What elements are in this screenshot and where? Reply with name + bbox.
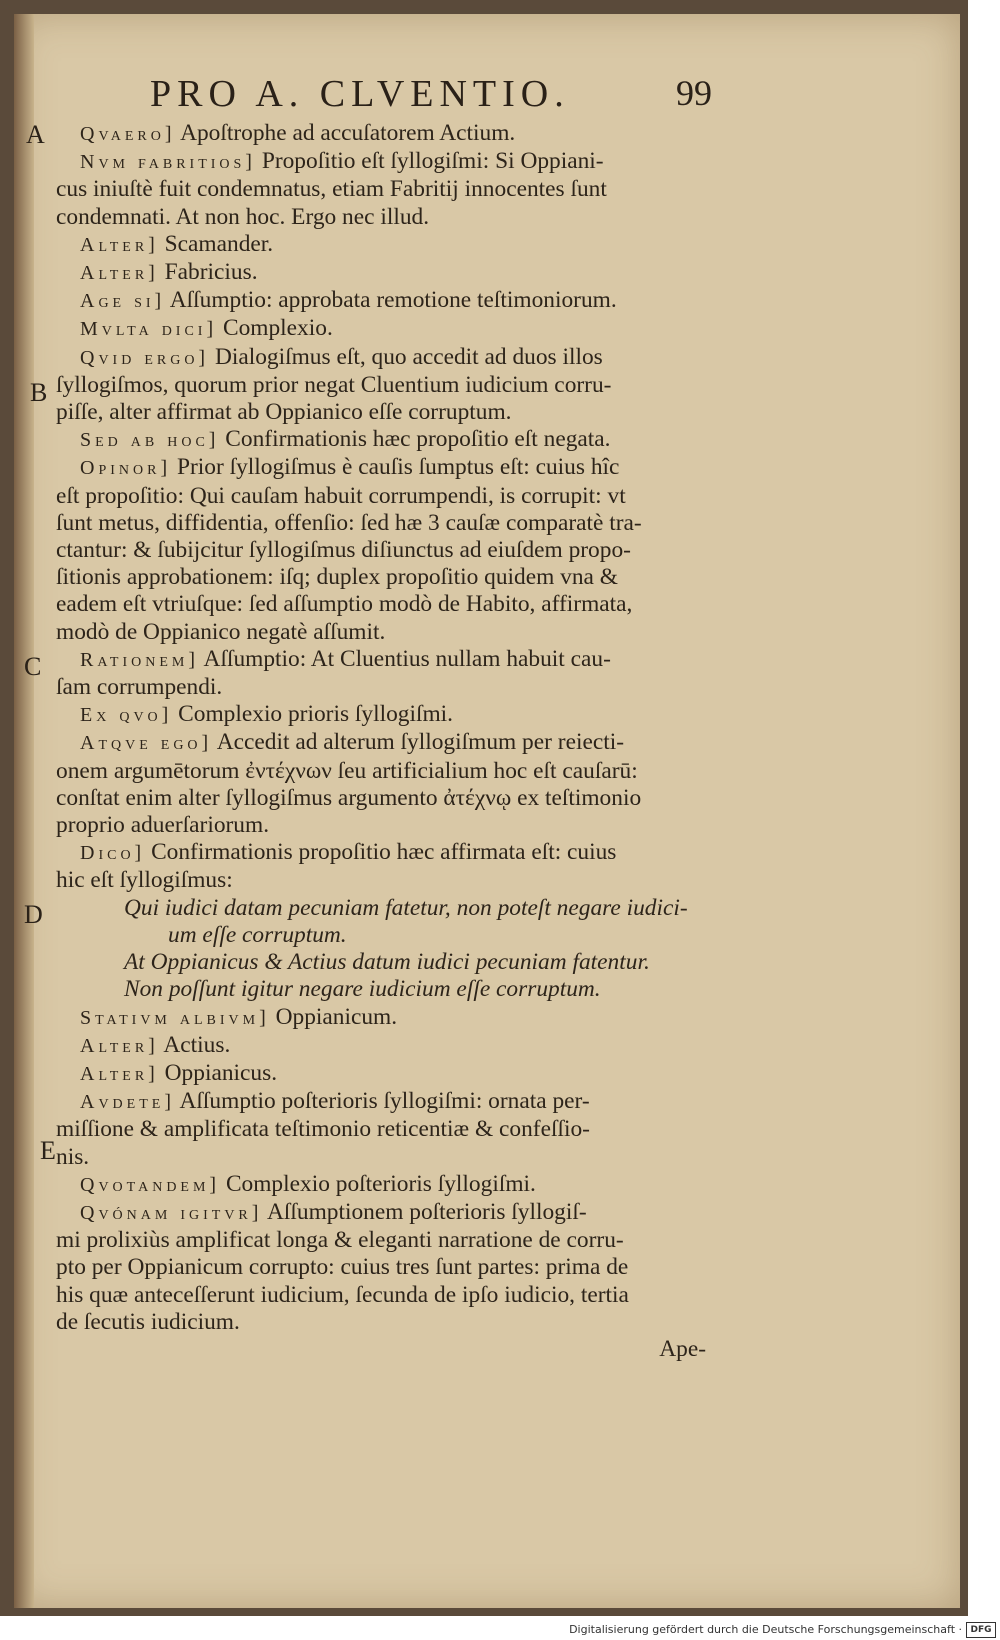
lemma: Atqve ego] — [80, 732, 213, 755]
text-line: eadem eſt vtriuſque: ſed aſſumptio modò de Habito, affirmata, — [56, 591, 633, 618]
margin-letter-a: A — [26, 120, 45, 149]
text-line: hic eſt ſyllogiſmus: — [56, 867, 233, 894]
text-line: cus iniuſtè fuit condemnatus, etiam Fabritij innocentes ſunt — [56, 176, 607, 203]
commentary-text — [56, 120, 716, 1363]
catchword: Ape- — [659, 1335, 706, 1362]
lemma: Alter] — [80, 1062, 159, 1085]
text-line: piſſe, alter affirmat ab Oppianico eſſe corruptum. — [56, 399, 512, 426]
text-line: Qvotandem] Complexio poſterioris ſyllogiſmi. — [80, 1170, 536, 1197]
text-line: condemnati. At non hoc. Ergo nec illud. — [56, 203, 430, 230]
text-line: miſſione & amplificata teſtimonio reticentiæ & confeſſio- — [56, 1116, 590, 1143]
digitization-footer — [0, 1620, 1000, 1640]
lemma: Stativm albivm] — [80, 1006, 270, 1029]
text-line: Qvaero] Apoſtrophe ad accuſatorem Actium. — [80, 120, 516, 146]
dfg-logo: DFG — [966, 1622, 996, 1638]
text-line: his quæ anteceſſerunt iudicium, ſecunda de ipſo iudicio, tertia — [56, 1281, 629, 1308]
lemma: Dico] — [80, 842, 146, 865]
text-line: modò de Oppianico negatè aſſumit. — [56, 618, 386, 645]
text-line: ctantur: & ſubijcitur ſyllogiſmus diſiunctus ad eiuſdem propo- — [56, 537, 631, 564]
text-line: pto per Oppianicum corrupto: cuius tres ſunt partes: prima de — [56, 1254, 629, 1281]
lemma: Alter] — [80, 1034, 159, 1057]
text-line: Alter] Scamander. — [80, 230, 274, 257]
lemma: Nvm fabritios] — [80, 151, 256, 174]
text-line: onem argumētorum ἐντέχνων ſeu artificialium hoc eſt cauſarū: — [56, 757, 638, 784]
text-line: Mvlta dici] Complexio. — [80, 315, 333, 342]
text-line: Qvid ergo] Dialogiſmus eſt, quo accedit ad duos illos — [80, 343, 603, 370]
text-line: Alter] Actius. — [80, 1031, 231, 1058]
lemma: Avdete] — [80, 1091, 175, 1114]
lemma: Qvid ergo] — [80, 346, 210, 369]
lemma: Qvaero] — [80, 123, 176, 145]
lemma: Qvónam igitvr] — [80, 1201, 263, 1224]
margin-letter-b: B — [30, 378, 48, 407]
margin-letter-d: D — [24, 900, 43, 929]
syllogism-line: um eſſe corruptum. — [168, 921, 347, 948]
text-line: Opinor] Prior ſyllogiſmus è cauſis ſumptus eſt: cuius hîc — [80, 454, 620, 481]
lemma: Opinor] — [80, 457, 172, 480]
text-line: mi prolixiùs amplificat longa & eleganti narratione de corru- — [56, 1227, 624, 1254]
text-line: Stativm albivm] Oppianicum. — [80, 1003, 398, 1030]
text-line: Qvónam igitvr] Aſſumptionem poſterioris ſyllogiſ- — [80, 1198, 587, 1225]
text-line: Ex qvo] Complexio prioris ſyllogiſmi. — [80, 701, 454, 728]
text-line: ſyllogiſmos, quorum prior negat Cluentium iudicium corru- — [56, 371, 612, 398]
page-number: 99 — [676, 73, 712, 113]
margin-letter-c: C — [24, 652, 42, 681]
text-line: Nvm fabritios] Propoſitio eſt ſyllogiſmi: Si Oppiani- — [80, 148, 604, 175]
text-line: Age si] Aſſumptio: approbata remotione teſtimoniorum. — [80, 287, 617, 314]
running-title: PRO A. CLVENTIO. — [150, 73, 570, 115]
text-line: ſunt metus, diffidentia, offenſio: ſed hæ 3 cauſæ comparatè tra- — [56, 509, 642, 536]
syllogism-line: Qui iudici datam pecuniam fatetur, non poteſt negare iudici- — [124, 894, 688, 921]
syllogism-line: At Oppianicus & Actius datum iudici pecuniam fatentur. — [124, 949, 650, 976]
syllogism-line: Non poſſunt igitur negare iudicium eſſe corruptum. — [124, 976, 601, 1003]
text-line: Alter] Oppianicus. — [80, 1059, 278, 1086]
text-line: ſitionis approbationem: iſq; duplex propoſitio quidem vna & — [56, 564, 618, 591]
text-line: Atqve ego] Accedit ad alterum ſyllogiſmum per reiecti- — [80, 729, 624, 756]
lemma: Rationem] — [80, 648, 199, 671]
text-line: nis. — [56, 1143, 90, 1170]
lemma: Ex qvo] — [80, 704, 173, 727]
lemma: Age si] — [80, 290, 166, 313]
text-line: eſt propoſitio: Qui cauſam habuit corrumpendi, is corrupit: vt — [56, 482, 626, 509]
text-line: conſtat enim alter ſyllogiſmus argumento ἀτέχνῳ ex teſtimonio — [56, 784, 642, 811]
text-line: ſam corrumpendi. — [56, 674, 223, 701]
text-line: proprio aduerſariorum. — [56, 812, 270, 839]
lemma: Alter] — [80, 233, 159, 256]
text-line: Rationem] Aſſumptio: At Cluentius nullam habuit cau- — [80, 645, 611, 672]
funding-credit: Digitalisierung gefördert durch die Deutsche Forschungsgemeinschaft · — [569, 1623, 962, 1636]
page-gutter — [14, 14, 34, 1608]
margin-letter-e: E — [40, 1136, 56, 1165]
text-line: Avdete] Aſſumptio poſterioris ſyllogiſmi: ornata per- — [80, 1088, 590, 1115]
text-line: Dico] Confirmationis propoſitio hæc affirmata eſt: cuius — [80, 839, 617, 866]
text-line: de ſecutis iudicium. — [56, 1308, 240, 1335]
text-line: Sed ab hoc] Confirmationis hæc propoſitio eſt negata. — [80, 426, 611, 453]
lemma: Qvotandem] — [80, 1173, 221, 1196]
lemma: Mvlta dici] — [80, 318, 218, 341]
text-line: Alter] Fabricius. — [80, 259, 258, 286]
lemma: Sed ab hoc] — [80, 429, 220, 452]
lemma: Alter] — [80, 262, 159, 285]
